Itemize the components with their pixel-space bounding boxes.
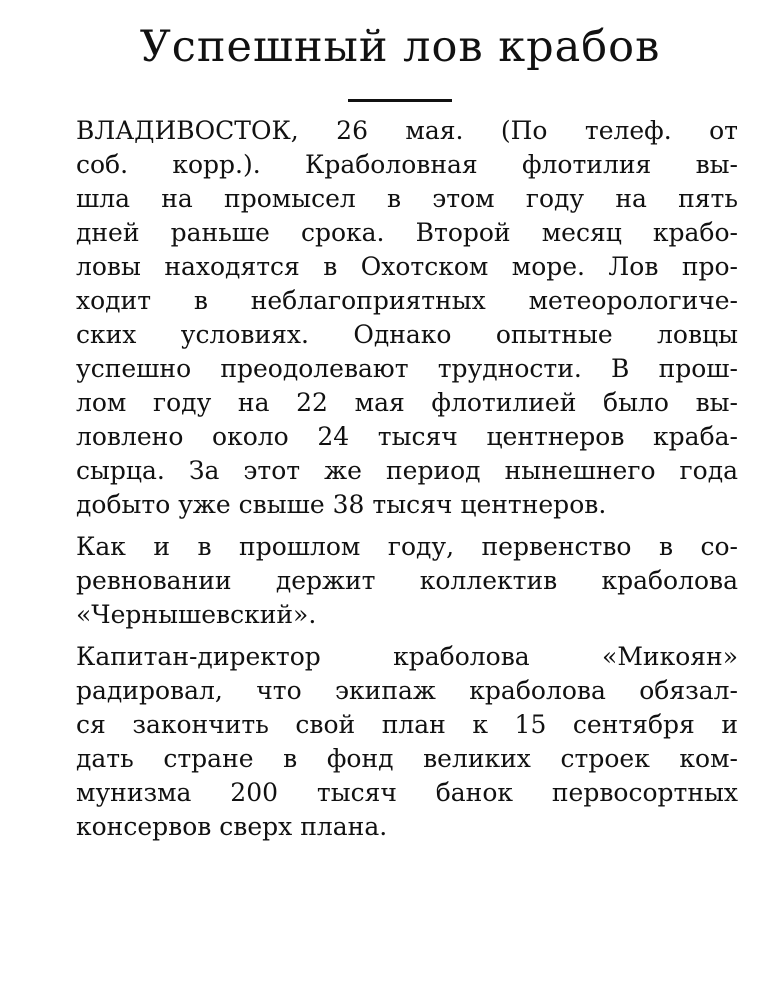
article-body (62, 114, 738, 844)
paragraph-1 (62, 114, 738, 522)
text-line: ВЛАДИВОСТОК, 26 мая. (По телеф. от (76, 116, 738, 145)
text-line: соб. корр.). Краболовная флотилия вы- (76, 150, 738, 179)
headline-divider (348, 99, 452, 102)
text-line: Капитан-директор краболова «Микоян» (76, 642, 738, 671)
article-headline: Успешный лов крабов (139, 22, 661, 72)
text-line: сырца. За этот же период нынешнего года (76, 456, 738, 485)
text-line: ловлено около 24 тысяч центнеров краба- (76, 422, 738, 451)
text-line: «Чернышевский». (76, 600, 317, 629)
paragraph-2 (62, 530, 738, 632)
text-line: дать стране в фонд великих строек ком- (76, 744, 738, 773)
text-line: добыто уже свыше 38 тысяч центнеров. (76, 490, 607, 519)
text-line: шла на промысел в этом году на пять (76, 184, 738, 213)
text-line: Как и в прошлом году, первенство в со- (76, 532, 738, 561)
text-line: дней раньше срока. Второй месяц крабо- (76, 218, 738, 247)
text-line: ловы находятся в Охотском море. Лов про- (76, 252, 738, 281)
text-line: консервов сверх плана. (76, 812, 388, 841)
paragraph-3 (62, 640, 738, 844)
text-line: радировал, что экипаж краболова обязал- (76, 676, 738, 705)
text-line: ревновании держит коллектив краболова (76, 566, 738, 595)
text-line: успешно преодолевают трудности. В прош- (76, 354, 738, 383)
text-line: ся закончить свой план к 15 сентября и (76, 710, 738, 739)
text-line: ских условиях. Однако опытные ловцы (76, 320, 738, 349)
text-line: ходит в неблагоприятных метеорологиче- (76, 286, 738, 315)
text-line: мунизма 200 тысяч банок первосортных (76, 778, 738, 807)
text-line: лом году на 22 мая флотилией было вы- (76, 388, 738, 417)
newspaper-article (62, 0, 738, 984)
